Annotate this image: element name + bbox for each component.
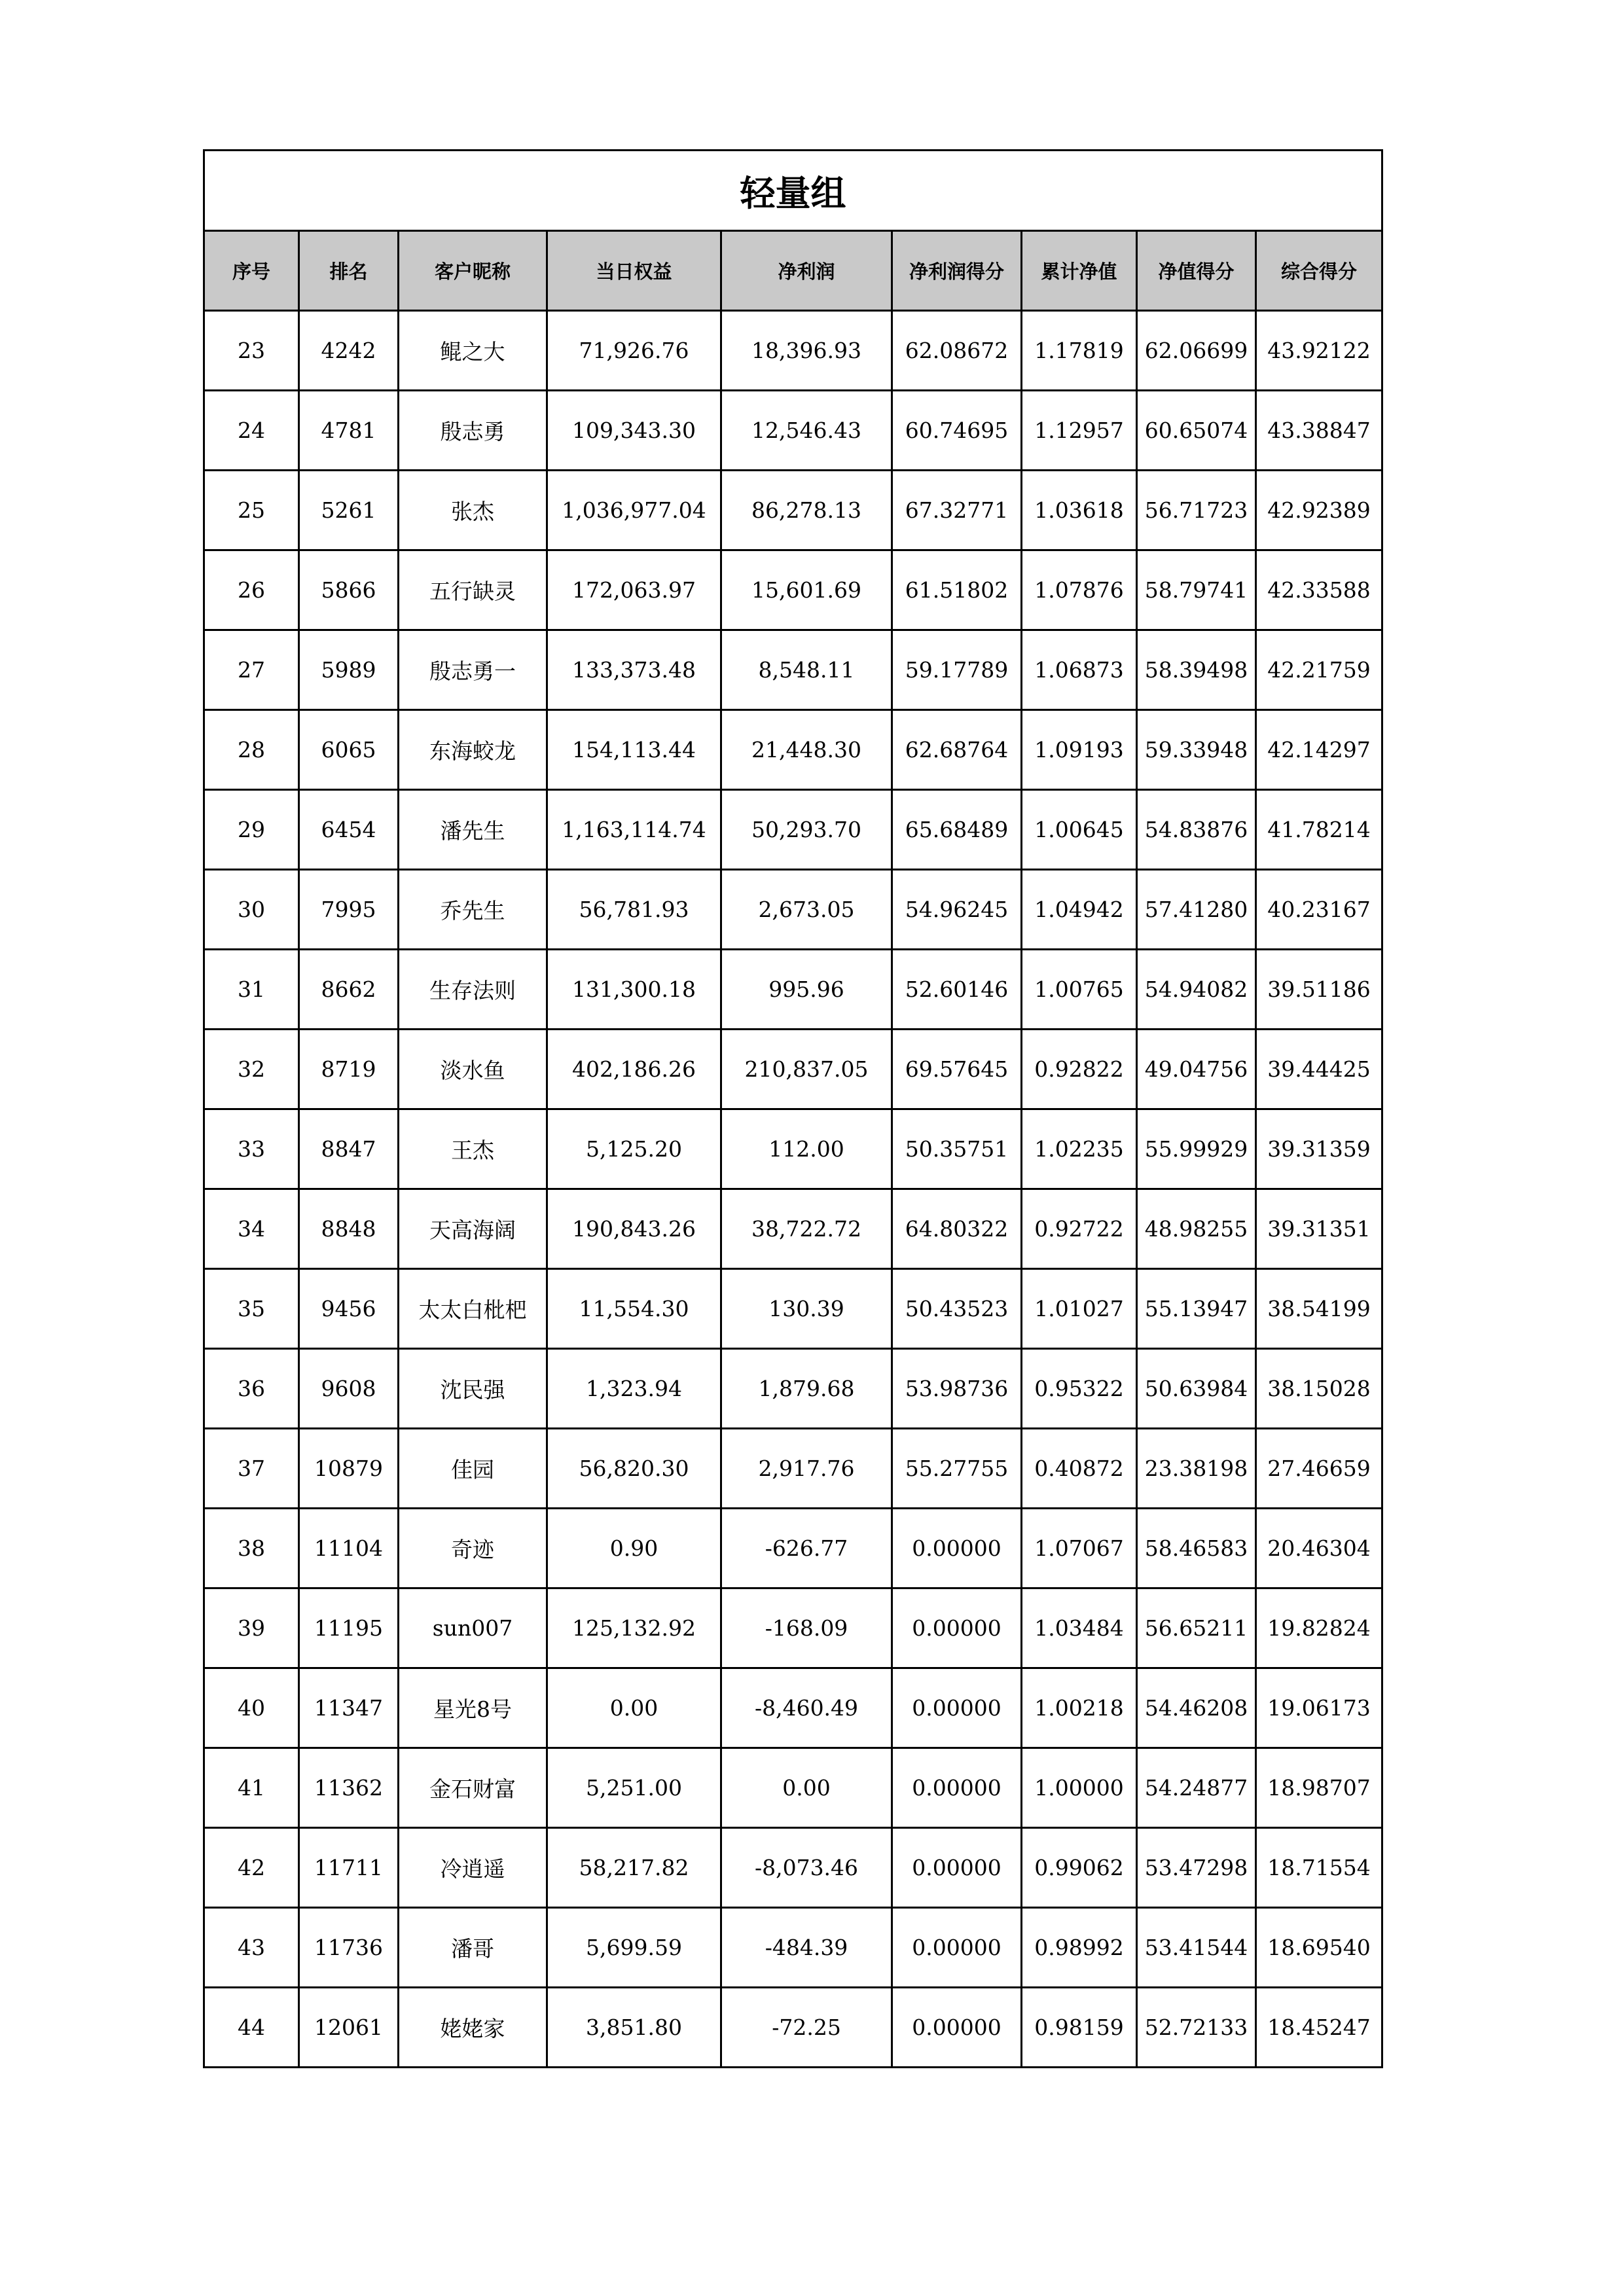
cell-net-profit: 0.00 [721, 1748, 892, 1828]
cell-seq: 27 [204, 630, 299, 710]
cell-total-score: 39.31351 [1256, 1189, 1382, 1269]
cell-net-profit: 18,396.93 [721, 311, 892, 391]
cell-cumulative-nav: 1.12957 [1022, 391, 1137, 471]
cell-cumulative-nav: 0.92822 [1022, 1030, 1137, 1109]
table-row [204, 1748, 1382, 1828]
cell-nav-score: 59.33948 [1137, 710, 1256, 790]
cell-seq: 42 [204, 1828, 299, 1908]
cell-net-profit: 210,837.05 [721, 1030, 892, 1109]
cell-rank: 4781 [299, 391, 399, 471]
cell-nickname: 潘哥 [399, 1908, 547, 1988]
cell-total-score: 18.98707 [1256, 1748, 1382, 1828]
cell-total-score: 39.51186 [1256, 950, 1382, 1030]
table-row [204, 950, 1382, 1030]
cell-net-profit-score: 54.96245 [892, 870, 1022, 950]
cell-total-score: 42.21759 [1256, 630, 1382, 710]
cell-nickname: 奇迹 [399, 1509, 547, 1588]
cell-total-score: 40.23167 [1256, 870, 1382, 950]
cell-seq: 24 [204, 391, 299, 471]
cell-nav-score: 48.98255 [1137, 1189, 1256, 1269]
column-header-net-profit: 净利润 [721, 231, 892, 311]
cell-cumulative-nav: 0.95322 [1022, 1349, 1137, 1429]
cell-nav-score: 57.41280 [1137, 870, 1256, 950]
cell-seq: 25 [204, 471, 299, 550]
cell-nickname: 五行缺灵 [399, 550, 547, 630]
cell-seq: 34 [204, 1189, 299, 1269]
cell-nav-score: 55.13947 [1137, 1269, 1256, 1349]
cell-net-profit: 2,917.76 [721, 1429, 892, 1509]
column-header-seq: 序号 [204, 231, 299, 311]
cell-total-score: 39.44425 [1256, 1030, 1382, 1109]
cell-rank: 6065 [299, 710, 399, 790]
cell-net-profit-score: 52.60146 [892, 950, 1022, 1030]
cell-cumulative-nav: 1.00218 [1022, 1668, 1137, 1748]
cell-net-profit-score: 0.00000 [892, 1908, 1022, 1988]
cell-nav-score: 52.72133 [1137, 1988, 1256, 2068]
cell-nav-score: 49.04756 [1137, 1030, 1256, 1109]
cell-net-profit-score: 50.43523 [892, 1269, 1022, 1349]
cell-nickname: 淡水鱼 [399, 1030, 547, 1109]
cell-equity: 1,323.94 [547, 1349, 721, 1429]
cell-rank: 8848 [299, 1189, 399, 1269]
cell-nickname: 张杰 [399, 471, 547, 550]
cell-rank: 10879 [299, 1429, 399, 1509]
cell-nickname: 生存法则 [399, 950, 547, 1030]
column-header-nickname: 客户昵称 [399, 231, 547, 311]
cell-nickname: 星光8号 [399, 1668, 547, 1748]
cell-cumulative-nav: 0.98159 [1022, 1988, 1137, 2068]
cell-cumulative-nav: 1.02235 [1022, 1109, 1137, 1189]
cell-net-profit: 2,673.05 [721, 870, 892, 950]
cell-net-profit: 112.00 [721, 1109, 892, 1189]
column-header-rank: 排名 [299, 231, 399, 311]
cell-equity: 5,251.00 [547, 1748, 721, 1828]
cell-nickname: sun007 [399, 1588, 547, 1668]
cell-total-score: 19.06173 [1256, 1668, 1382, 1748]
cell-rank: 11104 [299, 1509, 399, 1588]
cell-rank: 12061 [299, 1988, 399, 2068]
cell-net-profit: 130.39 [721, 1269, 892, 1349]
cell-net-profit: -626.77 [721, 1509, 892, 1588]
cell-total-score: 18.71554 [1256, 1828, 1382, 1908]
cell-nickname: 天高海阔 [399, 1189, 547, 1269]
cell-cumulative-nav: 1.17819 [1022, 311, 1137, 391]
table-row [204, 1109, 1382, 1189]
cell-cumulative-nav: 1.00000 [1022, 1748, 1137, 1828]
cell-seq: 40 [204, 1668, 299, 1748]
cell-seq: 32 [204, 1030, 299, 1109]
cell-net-profit: 995.96 [721, 950, 892, 1030]
cell-seq: 37 [204, 1429, 299, 1509]
cell-cumulative-nav: 1.03484 [1022, 1588, 1137, 1668]
table-row [204, 1189, 1382, 1269]
cell-net-profit: 12,546.43 [721, 391, 892, 471]
cell-equity: 3,851.80 [547, 1988, 721, 2068]
cell-cumulative-nav: 0.92722 [1022, 1189, 1137, 1269]
cell-equity: 172,063.97 [547, 550, 721, 630]
cell-cumulative-nav: 1.01027 [1022, 1269, 1137, 1349]
cell-nickname: 潘先生 [399, 790, 547, 870]
table-row [204, 1588, 1382, 1668]
cell-total-score: 43.38847 [1256, 391, 1382, 471]
cell-nickname: 沈民强 [399, 1349, 547, 1429]
cell-cumulative-nav: 1.09193 [1022, 710, 1137, 790]
cell-cumulative-nav: 1.03618 [1022, 471, 1137, 550]
column-header-nav-score: 净值得分 [1137, 231, 1256, 311]
cell-nav-score: 54.94082 [1137, 950, 1256, 1030]
cell-equity: 56,781.93 [547, 870, 721, 950]
cell-seq: 26 [204, 550, 299, 630]
cell-nickname: 冷逍遥 [399, 1828, 547, 1908]
cell-equity: 5,125.20 [547, 1109, 721, 1189]
cell-rank: 11711 [299, 1828, 399, 1908]
table-row [204, 1269, 1382, 1349]
column-header-equity: 当日权益 [547, 231, 721, 311]
cell-total-score: 19.82824 [1256, 1588, 1382, 1668]
cell-net-profit: 86,278.13 [721, 471, 892, 550]
cell-seq: 33 [204, 1109, 299, 1189]
cell-net-profit-score: 65.68489 [892, 790, 1022, 870]
table-row [204, 790, 1382, 870]
cell-cumulative-nav: 0.99062 [1022, 1828, 1137, 1908]
cell-equity: 1,163,114.74 [547, 790, 721, 870]
cell-equity: 402,186.26 [547, 1030, 721, 1109]
cell-nickname: 殷志勇 [399, 391, 547, 471]
cell-seq: 31 [204, 950, 299, 1030]
cell-nav-score: 54.46208 [1137, 1668, 1256, 1748]
table-row [204, 1908, 1382, 1988]
cell-equity: 56,820.30 [547, 1429, 721, 1509]
cell-seq: 29 [204, 790, 299, 870]
cell-net-profit-score: 0.00000 [892, 1748, 1022, 1828]
table-row [204, 391, 1382, 471]
cell-total-score: 18.45247 [1256, 1988, 1382, 2068]
cell-seq: 41 [204, 1748, 299, 1828]
cell-nav-score: 56.71723 [1137, 471, 1256, 550]
cell-nav-score: 55.99929 [1137, 1109, 1256, 1189]
table-row [204, 1509, 1382, 1588]
table-title: 轻量组 [204, 151, 1382, 231]
cell-equity: 58,217.82 [547, 1828, 721, 1908]
cell-cumulative-nav: 1.06873 [1022, 630, 1137, 710]
cell-nav-score: 54.83876 [1137, 790, 1256, 870]
cell-equity: 154,113.44 [547, 710, 721, 790]
cell-total-score: 27.46659 [1256, 1429, 1382, 1509]
cell-rank: 5261 [299, 471, 399, 550]
table-row [204, 471, 1382, 550]
cell-total-score: 38.54199 [1256, 1269, 1382, 1349]
cell-rank: 8719 [299, 1030, 399, 1109]
cell-rank: 6454 [299, 790, 399, 870]
cell-rank: 11736 [299, 1908, 399, 1988]
cell-nav-score: 58.46583 [1137, 1509, 1256, 1588]
cell-seq: 35 [204, 1269, 299, 1349]
cell-seq: 43 [204, 1908, 299, 1988]
table-row [204, 630, 1382, 710]
cell-seq: 39 [204, 1588, 299, 1668]
cell-nav-score: 54.24877 [1137, 1748, 1256, 1828]
cell-cumulative-nav: 1.00765 [1022, 950, 1137, 1030]
cell-equity: 0.00 [547, 1668, 721, 1748]
cell-net-profit-score: 0.00000 [892, 1828, 1022, 1908]
cell-net-profit-score: 60.74695 [892, 391, 1022, 471]
cell-seq: 44 [204, 1988, 299, 2068]
table-body [204, 311, 1382, 2068]
cell-net-profit-score: 62.68764 [892, 710, 1022, 790]
table-row [204, 1429, 1382, 1509]
cell-nickname: 太太白枇杷 [399, 1269, 547, 1349]
cell-net-profit: -72.25 [721, 1988, 892, 2068]
cell-net-profit: -8,460.49 [721, 1668, 892, 1748]
cell-net-profit: 21,448.30 [721, 710, 892, 790]
cell-net-profit-score: 0.00000 [892, 1588, 1022, 1668]
cell-net-profit-score: 50.35751 [892, 1109, 1022, 1189]
cell-equity: 133,373.48 [547, 630, 721, 710]
cell-net-profit-score: 53.98736 [892, 1349, 1022, 1429]
table-row [204, 1828, 1382, 1908]
cell-seq: 28 [204, 710, 299, 790]
cell-equity: 190,843.26 [547, 1189, 721, 1269]
cell-equity: 0.90 [547, 1509, 721, 1588]
cell-total-score: 38.15028 [1256, 1349, 1382, 1429]
cell-cumulative-nav: 1.04942 [1022, 870, 1137, 950]
cell-net-profit-score: 0.00000 [892, 1668, 1022, 1748]
table-row [204, 1988, 1382, 2068]
table-row [204, 1030, 1382, 1109]
cell-seq: 38 [204, 1509, 299, 1588]
cell-nickname: 鲲之大 [399, 311, 547, 391]
cell-net-profit: 38,722.72 [721, 1189, 892, 1269]
cell-nav-score: 56.65211 [1137, 1588, 1256, 1668]
cell-net-profit: -8,073.46 [721, 1828, 892, 1908]
cell-total-score: 41.78214 [1256, 790, 1382, 870]
cell-rank: 5989 [299, 630, 399, 710]
cell-seq: 23 [204, 311, 299, 391]
cell-cumulative-nav: 0.40872 [1022, 1429, 1137, 1509]
table-row [204, 870, 1382, 950]
cell-nav-score: 53.41544 [1137, 1908, 1256, 1988]
cell-seq: 36 [204, 1349, 299, 1429]
cell-nav-score: 58.39498 [1137, 630, 1256, 710]
table-row [204, 710, 1382, 790]
cell-rank: 11195 [299, 1588, 399, 1668]
cell-total-score: 42.14297 [1256, 710, 1382, 790]
cell-net-profit-score: 62.08672 [892, 311, 1022, 391]
cell-cumulative-nav: 1.00645 [1022, 790, 1137, 870]
cell-total-score: 18.69540 [1256, 1908, 1382, 1988]
cell-rank: 11347 [299, 1668, 399, 1748]
cell-rank: 8662 [299, 950, 399, 1030]
cell-net-profit: 8,548.11 [721, 630, 892, 710]
cell-net-profit: 1,879.68 [721, 1349, 892, 1429]
cell-nav-score: 62.06699 [1137, 311, 1256, 391]
cell-nickname: 王杰 [399, 1109, 547, 1189]
ranking-table [203, 149, 1383, 2068]
cell-net-profit-score: 64.80322 [892, 1189, 1022, 1269]
cell-nickname: 乔先生 [399, 870, 547, 950]
cell-nav-score: 58.79741 [1137, 550, 1256, 630]
cell-nickname: 殷志勇一 [399, 630, 547, 710]
column-header-cumulative-nav: 累计净值 [1022, 231, 1137, 311]
cell-net-profit: -484.39 [721, 1908, 892, 1988]
cell-net-profit-score: 69.57645 [892, 1030, 1022, 1109]
cell-equity: 131,300.18 [547, 950, 721, 1030]
cell-nickname: 姥姥家 [399, 1988, 547, 2068]
cell-rank: 7995 [299, 870, 399, 950]
cell-rank: 4242 [299, 311, 399, 391]
cell-cumulative-nav: 0.98992 [1022, 1908, 1137, 1988]
column-header-total-score: 综合得分 [1256, 231, 1382, 311]
column-header-net-profit-score: 净利润得分 [892, 231, 1022, 311]
cell-nickname: 金石财富 [399, 1748, 547, 1828]
cell-equity: 5,699.59 [547, 1908, 721, 1988]
cell-total-score: 42.92389 [1256, 471, 1382, 550]
cell-net-profit: -168.09 [721, 1588, 892, 1668]
cell-nav-score: 53.47298 [1137, 1828, 1256, 1908]
cell-net-profit-score: 0.00000 [892, 1509, 1022, 1588]
cell-total-score: 42.33588 [1256, 550, 1382, 630]
cell-net-profit: 15,601.69 [721, 550, 892, 630]
cell-net-profit-score: 55.27755 [892, 1429, 1022, 1509]
cell-nickname: 东海蛟龙 [399, 710, 547, 790]
cell-equity: 109,343.30 [547, 391, 721, 471]
table-row [204, 1349, 1382, 1429]
cell-cumulative-nav: 1.07067 [1022, 1509, 1137, 1588]
cell-net-profit-score: 0.00000 [892, 1988, 1022, 2068]
cell-total-score: 43.92122 [1256, 311, 1382, 391]
header-row [204, 231, 1382, 311]
cell-net-profit-score: 59.17789 [892, 630, 1022, 710]
cell-rank: 11362 [299, 1748, 399, 1828]
cell-nav-score: 60.65074 [1137, 391, 1256, 471]
cell-rank: 5866 [299, 550, 399, 630]
cell-net-profit-score: 61.51802 [892, 550, 1022, 630]
table-row [204, 311, 1382, 391]
cell-nav-score: 50.63984 [1137, 1349, 1256, 1429]
cell-total-score: 20.46304 [1256, 1509, 1382, 1588]
cell-net-profit-score: 67.32771 [892, 471, 1022, 550]
cell-rank: 9608 [299, 1349, 399, 1429]
cell-nav-score: 23.38198 [1137, 1429, 1256, 1509]
cell-cumulative-nav: 1.07876 [1022, 550, 1137, 630]
table-row [204, 1668, 1382, 1748]
cell-equity: 1,036,977.04 [547, 471, 721, 550]
cell-net-profit: 50,293.70 [721, 790, 892, 870]
cell-total-score: 39.31359 [1256, 1109, 1382, 1189]
cell-equity: 125,132.92 [547, 1588, 721, 1668]
cell-rank: 9456 [299, 1269, 399, 1349]
cell-seq: 30 [204, 870, 299, 950]
cell-rank: 8847 [299, 1109, 399, 1189]
cell-equity: 11,554.30 [547, 1269, 721, 1349]
table-row [204, 550, 1382, 630]
cell-equity: 71,926.76 [547, 311, 721, 391]
cell-nickname: 佳园 [399, 1429, 547, 1509]
